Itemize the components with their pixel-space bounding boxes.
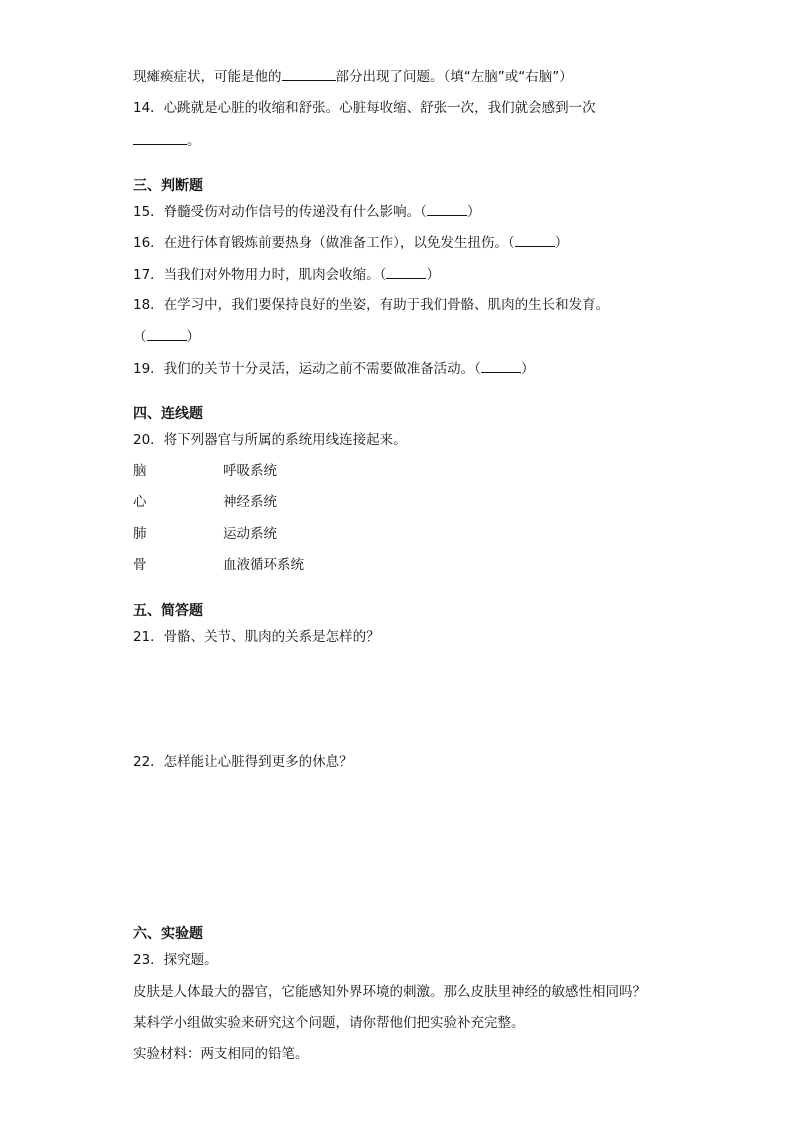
question-text: 23．探究题。 bbox=[133, 952, 218, 968]
question-21 bbox=[133, 627, 380, 647]
question-text: 。 bbox=[187, 133, 201, 149]
organ-item[interactable]: 脑 bbox=[133, 463, 147, 479]
section-heading-experiment: 六、实验题 bbox=[133, 926, 203, 942]
answer-blank[interactable] bbox=[147, 326, 187, 341]
answer-blank[interactable] bbox=[133, 130, 187, 145]
question-18-answer-line bbox=[133, 326, 200, 346]
question-13-tail bbox=[133, 66, 573, 86]
organ-item[interactable]: 肺 bbox=[133, 526, 147, 542]
question-text: ） bbox=[186, 329, 200, 345]
section-heading-true-false: 三、判断题 bbox=[133, 178, 203, 194]
question-23-paragraph: 实验材料：两支相同的铅笔。 bbox=[133, 1046, 309, 1062]
answer-blank[interactable] bbox=[481, 358, 521, 373]
answer-blank[interactable] bbox=[515, 232, 555, 247]
question-text: ） bbox=[466, 204, 481, 220]
system-item[interactable]: 运动系统 bbox=[223, 526, 277, 542]
question-19 bbox=[133, 358, 534, 378]
question-text: 部分出现了问题。（填“左脑”或“右脑”） bbox=[335, 69, 573, 85]
question-text: 22．怎样能让心脏得到更多的休息？ bbox=[133, 754, 353, 770]
question-23-paragraph: 某科学小组做实验来研究这个问题，请你帮他们把实验补充完整。 bbox=[133, 1015, 525, 1031]
answer-blank[interactable] bbox=[386, 264, 426, 279]
organ-item[interactable]: 心 bbox=[133, 494, 147, 510]
question-text: 现瘫痪症状，可能是他的 bbox=[133, 69, 282, 85]
question-text: 21．骨骼、关节、肌肉的关系是怎样的？ bbox=[133, 629, 380, 645]
section-heading-matching: 四、连线题 bbox=[133, 406, 203, 422]
question-23 bbox=[133, 950, 218, 970]
section-heading-short-answer: 五、简答题 bbox=[133, 603, 203, 619]
question-23-paragraph: 皮肤是人体最大的器官，它能感知外界环境的刺激。那么皮肤里神经的敏感性相同吗？ bbox=[133, 984, 646, 1000]
question-text: 16．在进行体育锻炼前要热身（做准备工作），以免发生扭伤。（ bbox=[133, 235, 515, 251]
question-text: 17．当我们对外物用力时，肌肉会收缩。（ bbox=[133, 267, 387, 283]
question-17 bbox=[133, 264, 440, 284]
answer-blank[interactable] bbox=[282, 66, 336, 81]
question-text: 18．在学习中，我们要保持良好的坐姿，有助于我们骨骼、肌肉的生长和发育。 bbox=[133, 297, 610, 313]
question-text: ） bbox=[520, 361, 535, 377]
question-text: ） bbox=[426, 267, 440, 283]
question-text: 14．心跳就是心脏的收缩和舒张。心脏每收缩、舒张一次，我们就会感到一次 bbox=[133, 100, 596, 116]
system-item[interactable]: 呼吸系统 bbox=[223, 463, 277, 479]
question-15 bbox=[133, 201, 480, 221]
system-item[interactable]: 神经系统 bbox=[223, 494, 277, 510]
question-18 bbox=[133, 295, 609, 315]
question-text: （ bbox=[133, 329, 147, 345]
question-14 bbox=[133, 98, 596, 118]
question-text: 15．脊髓受伤对动作信号的传递没有什么影响。（ bbox=[133, 204, 427, 220]
system-item[interactable]: 血液循环系统 bbox=[223, 557, 304, 573]
answer-blank[interactable] bbox=[427, 201, 467, 216]
question-text: ） bbox=[554, 235, 569, 251]
organ-item[interactable]: 骨 bbox=[133, 557, 147, 573]
question-16 bbox=[133, 232, 568, 252]
question-20 bbox=[133, 430, 407, 450]
question-22 bbox=[133, 752, 353, 772]
question-14-answer-line bbox=[133, 130, 201, 150]
question-text: 19．我们的关节十分灵活，运动之前不需要做准备活动。（ bbox=[133, 361, 481, 377]
question-text: 20．将下列器官与所属的系统用线连接起来。 bbox=[133, 432, 407, 448]
